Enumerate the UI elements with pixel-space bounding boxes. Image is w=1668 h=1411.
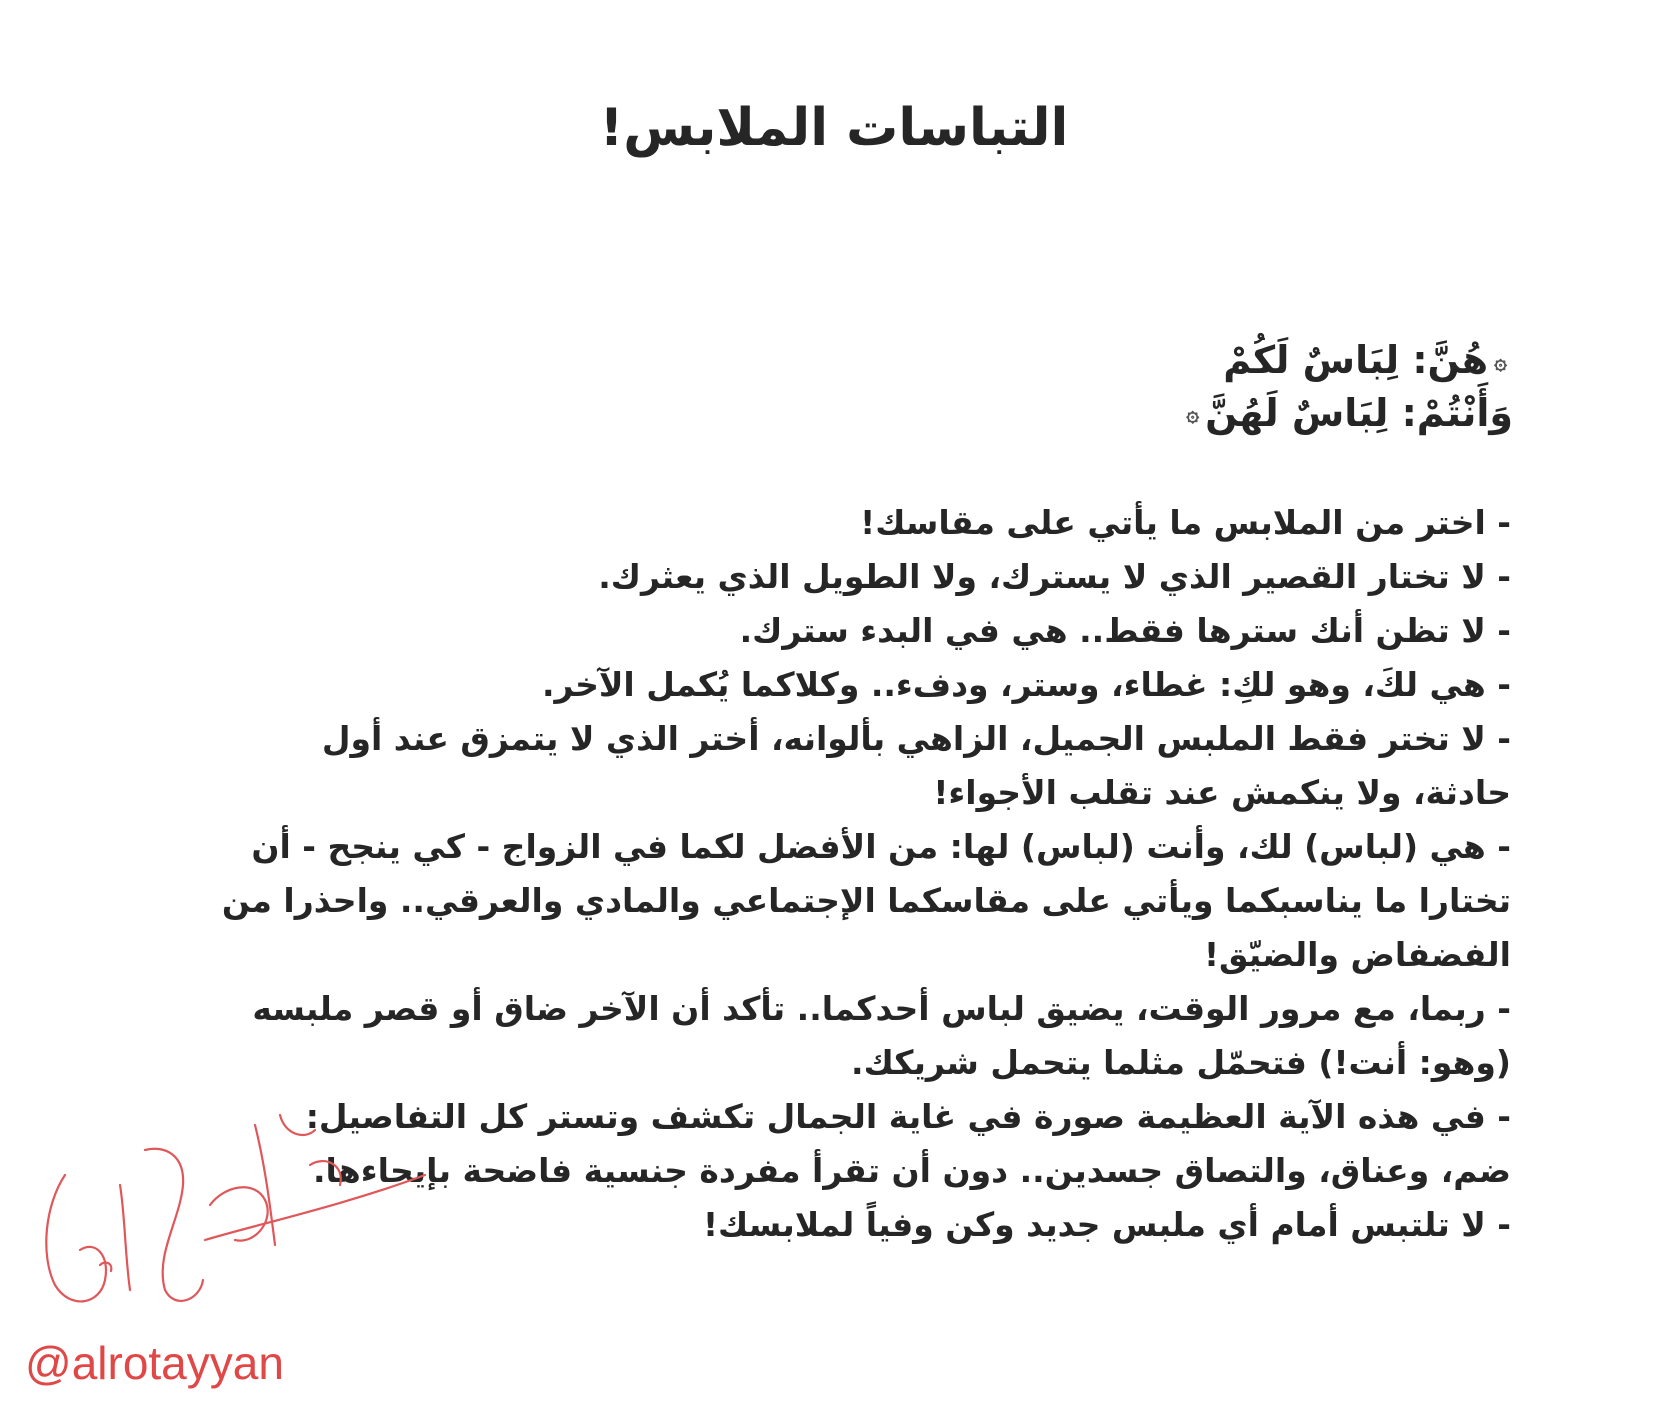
paragraph: - اختر من الملابس ما يأتي على مقاسك! [860, 503, 1511, 542]
paragraph: - في هذه الآية العظيمة صورة في غاية الجمال تكشف وتستر كل التفاصيل: [305, 1097, 1511, 1136]
page-title: التباسات الملابس! [599, 98, 1069, 158]
paragraph: - لا تظن أنك سترها فقط.. هي في البدء سترك. [739, 611, 1511, 650]
paragraph: - هي (لباس) لك، وأنت (لباس) لها: من الأفضل لكما في الزواج - كي ينجح - أن تختارا ما يناسبكما ويأتي على مقاسكما الإجتماعي والمادي والعرقي.. واحذرا من الفضفاض والضيّق! [221, 827, 1511, 974]
verse-line-2-text: وَأَنْتُمْ: لِبَاسٌ لَهُنَّ [1205, 390, 1513, 435]
paragraph: - ربما، مع مرور الوقت، يضيق لباس أحدكما.. تأكد أن الآخر ضاق أو قصر ملبسه (وهو: أنت!) فتحمّل مثلما يتحمل شريكك. [252, 989, 1511, 1082]
verse-line-1 [913, 335, 1513, 388]
paragraph: - لا تختر فقط الملبس الجميل، الزاهي بألوانه، أختر الذي لا يتمزق عند أول حادثة، ولا ينكمش عند تقلب الأجواء! [321, 719, 1511, 812]
verse-ornament-open-icon: ۞ [1494, 349, 1507, 375]
verse-ornament-close-icon: ۞ [1186, 402, 1200, 427]
paragraph: - لا تلتبس أمام أي ملبس جديد وكن وفياً لملابسك! [702, 1205, 1511, 1244]
verse-line-2 [913, 388, 1513, 441]
paragraph: - لا تختار القصير الذي لا يسترك، ولا الطويل الذي يعثرك. [598, 557, 1511, 596]
handwritten-signature [25, 1055, 445, 1355]
author-handle: @alrotayyan [25, 1337, 284, 1389]
verse-line-1-text: هُنَّ: لِبَاسٌ لَكُمْ [1223, 338, 1489, 382]
paragraph: - هي لكَ، وهو لكِ: غطاء، وستر، ودفء.. وكلاكما يُكمل الآخر. [542, 665, 1511, 704]
paragraph: ضم، وعناق، والتصاق جسدين.. دون أن تقرأ مفردة جنسية فاضحة بإيحاءها. [312, 1151, 1511, 1190]
quran-verse [913, 335, 1513, 440]
